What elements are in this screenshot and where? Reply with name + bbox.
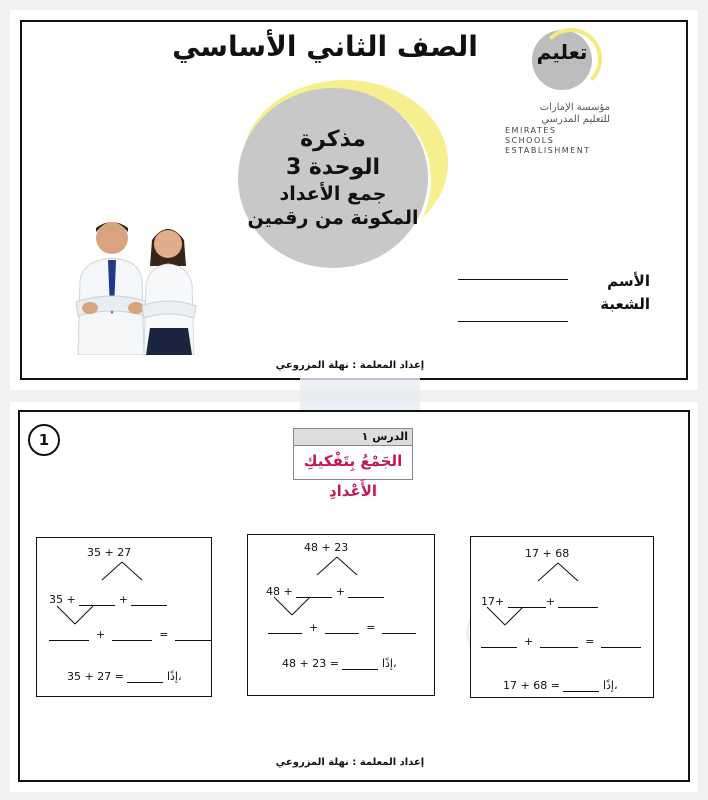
answer-blank[interactable] [540, 637, 578, 648]
title-circle [238, 88, 428, 268]
lesson-box [293, 428, 413, 500]
split-lines-icon [312, 555, 362, 577]
lesson-label: الدرس ١ [294, 429, 412, 446]
logo-english-line-1: EMIRATES SCHOOLS [505, 126, 557, 145]
page-number-badge: 1 [28, 424, 60, 456]
unit-label: الوحدة 3 [285, 155, 381, 180]
then-label: إذًا، [602, 679, 618, 692]
logo-english-name [505, 126, 605, 156]
sum-row: + = [481, 635, 641, 648]
decompose-row: 35 + + [49, 593, 167, 606]
decompose-row: 48 + + [266, 585, 384, 598]
logo-word: تعليم [536, 40, 588, 64]
answer-blank[interactable] [558, 597, 598, 608]
watermark-icon [300, 378, 420, 410]
section-field[interactable] [458, 321, 568, 322]
grade-title: الصف الثاني الأساسي [172, 30, 478, 63]
topic-line-1: جمع الأعداد [279, 183, 387, 205]
cover-prepared-by: إعداد المعلمة : نهلة المزروعي [275, 360, 425, 371]
result-row: 35 + 27 = إذًا، [67, 670, 182, 683]
problem-expression: 35 + 27 [87, 546, 132, 559]
result-expression: 48 + 23 [282, 657, 327, 670]
answer-blank[interactable] [127, 672, 163, 683]
result-row: 17 + 68 = إذًا، [503, 679, 618, 692]
name-label: الأسم [607, 272, 650, 290]
answer-blank[interactable] [601, 637, 641, 648]
name-field[interactable] [458, 279, 568, 280]
kids-photo-icon [70, 210, 210, 355]
lesson-title: الجَمْعُ بِتَفْكيكِ الأَعْدادِ [303, 452, 403, 500]
decompose-row: 17+ + [481, 595, 598, 608]
result-row: 48 + 23 = إذًا، [282, 657, 397, 670]
section-label: الشعبة [600, 295, 650, 313]
answer-blank[interactable] [342, 659, 378, 670]
logo-arabic-line-1: مؤسسة الإمارات [539, 102, 610, 113]
sum-row: + = [49, 628, 211, 641]
split-lines-icon [485, 605, 525, 627]
logo-arabic-line-2: للتعليم المدرسي [541, 114, 610, 125]
logo-arabic-name [500, 102, 610, 126]
problem-box-1 [36, 537, 212, 697]
result-expression: 17 + 68 [503, 679, 548, 692]
split-lines-icon [272, 595, 312, 617]
then-label: إذًا، [381, 657, 397, 670]
answer-blank[interactable] [175, 630, 211, 641]
sum-row: + = [268, 621, 416, 634]
answer-blank[interactable] [481, 637, 517, 648]
problem-first: 48 [266, 585, 280, 598]
problem-box-2 [247, 534, 435, 696]
split-lines-icon [97, 560, 147, 582]
problem-expression: 17 + 68 [525, 547, 570, 560]
logo-english-line-2: ESTABLISHMENT [505, 146, 591, 155]
split-lines-icon [533, 561, 583, 583]
problem-first: 17 [481, 595, 495, 608]
problem-first: 35 [49, 593, 63, 606]
answer-blank[interactable] [49, 630, 89, 641]
answer-blank[interactable] [112, 630, 152, 641]
then-label: إذًا، [166, 670, 182, 683]
answer-blank[interactable] [563, 681, 599, 692]
answer-blank[interactable] [348, 587, 384, 598]
answer-blank[interactable] [382, 623, 416, 634]
topic-line-2: المكونة من رقمين [247, 207, 419, 229]
memo-label: مذكرة [300, 127, 366, 152]
result-expression: 35 + 27 [67, 670, 112, 683]
worksheet-prepared-by: إعداد المعلمة : نهلة المزروعي [275, 757, 425, 768]
answer-blank[interactable] [131, 595, 167, 606]
answer-blank[interactable] [325, 623, 359, 634]
split-lines-icon [55, 604, 95, 626]
problem-expression: 48 + 23 [304, 541, 349, 554]
answer-blank[interactable] [268, 623, 302, 634]
problem-box-3 [470, 536, 654, 698]
